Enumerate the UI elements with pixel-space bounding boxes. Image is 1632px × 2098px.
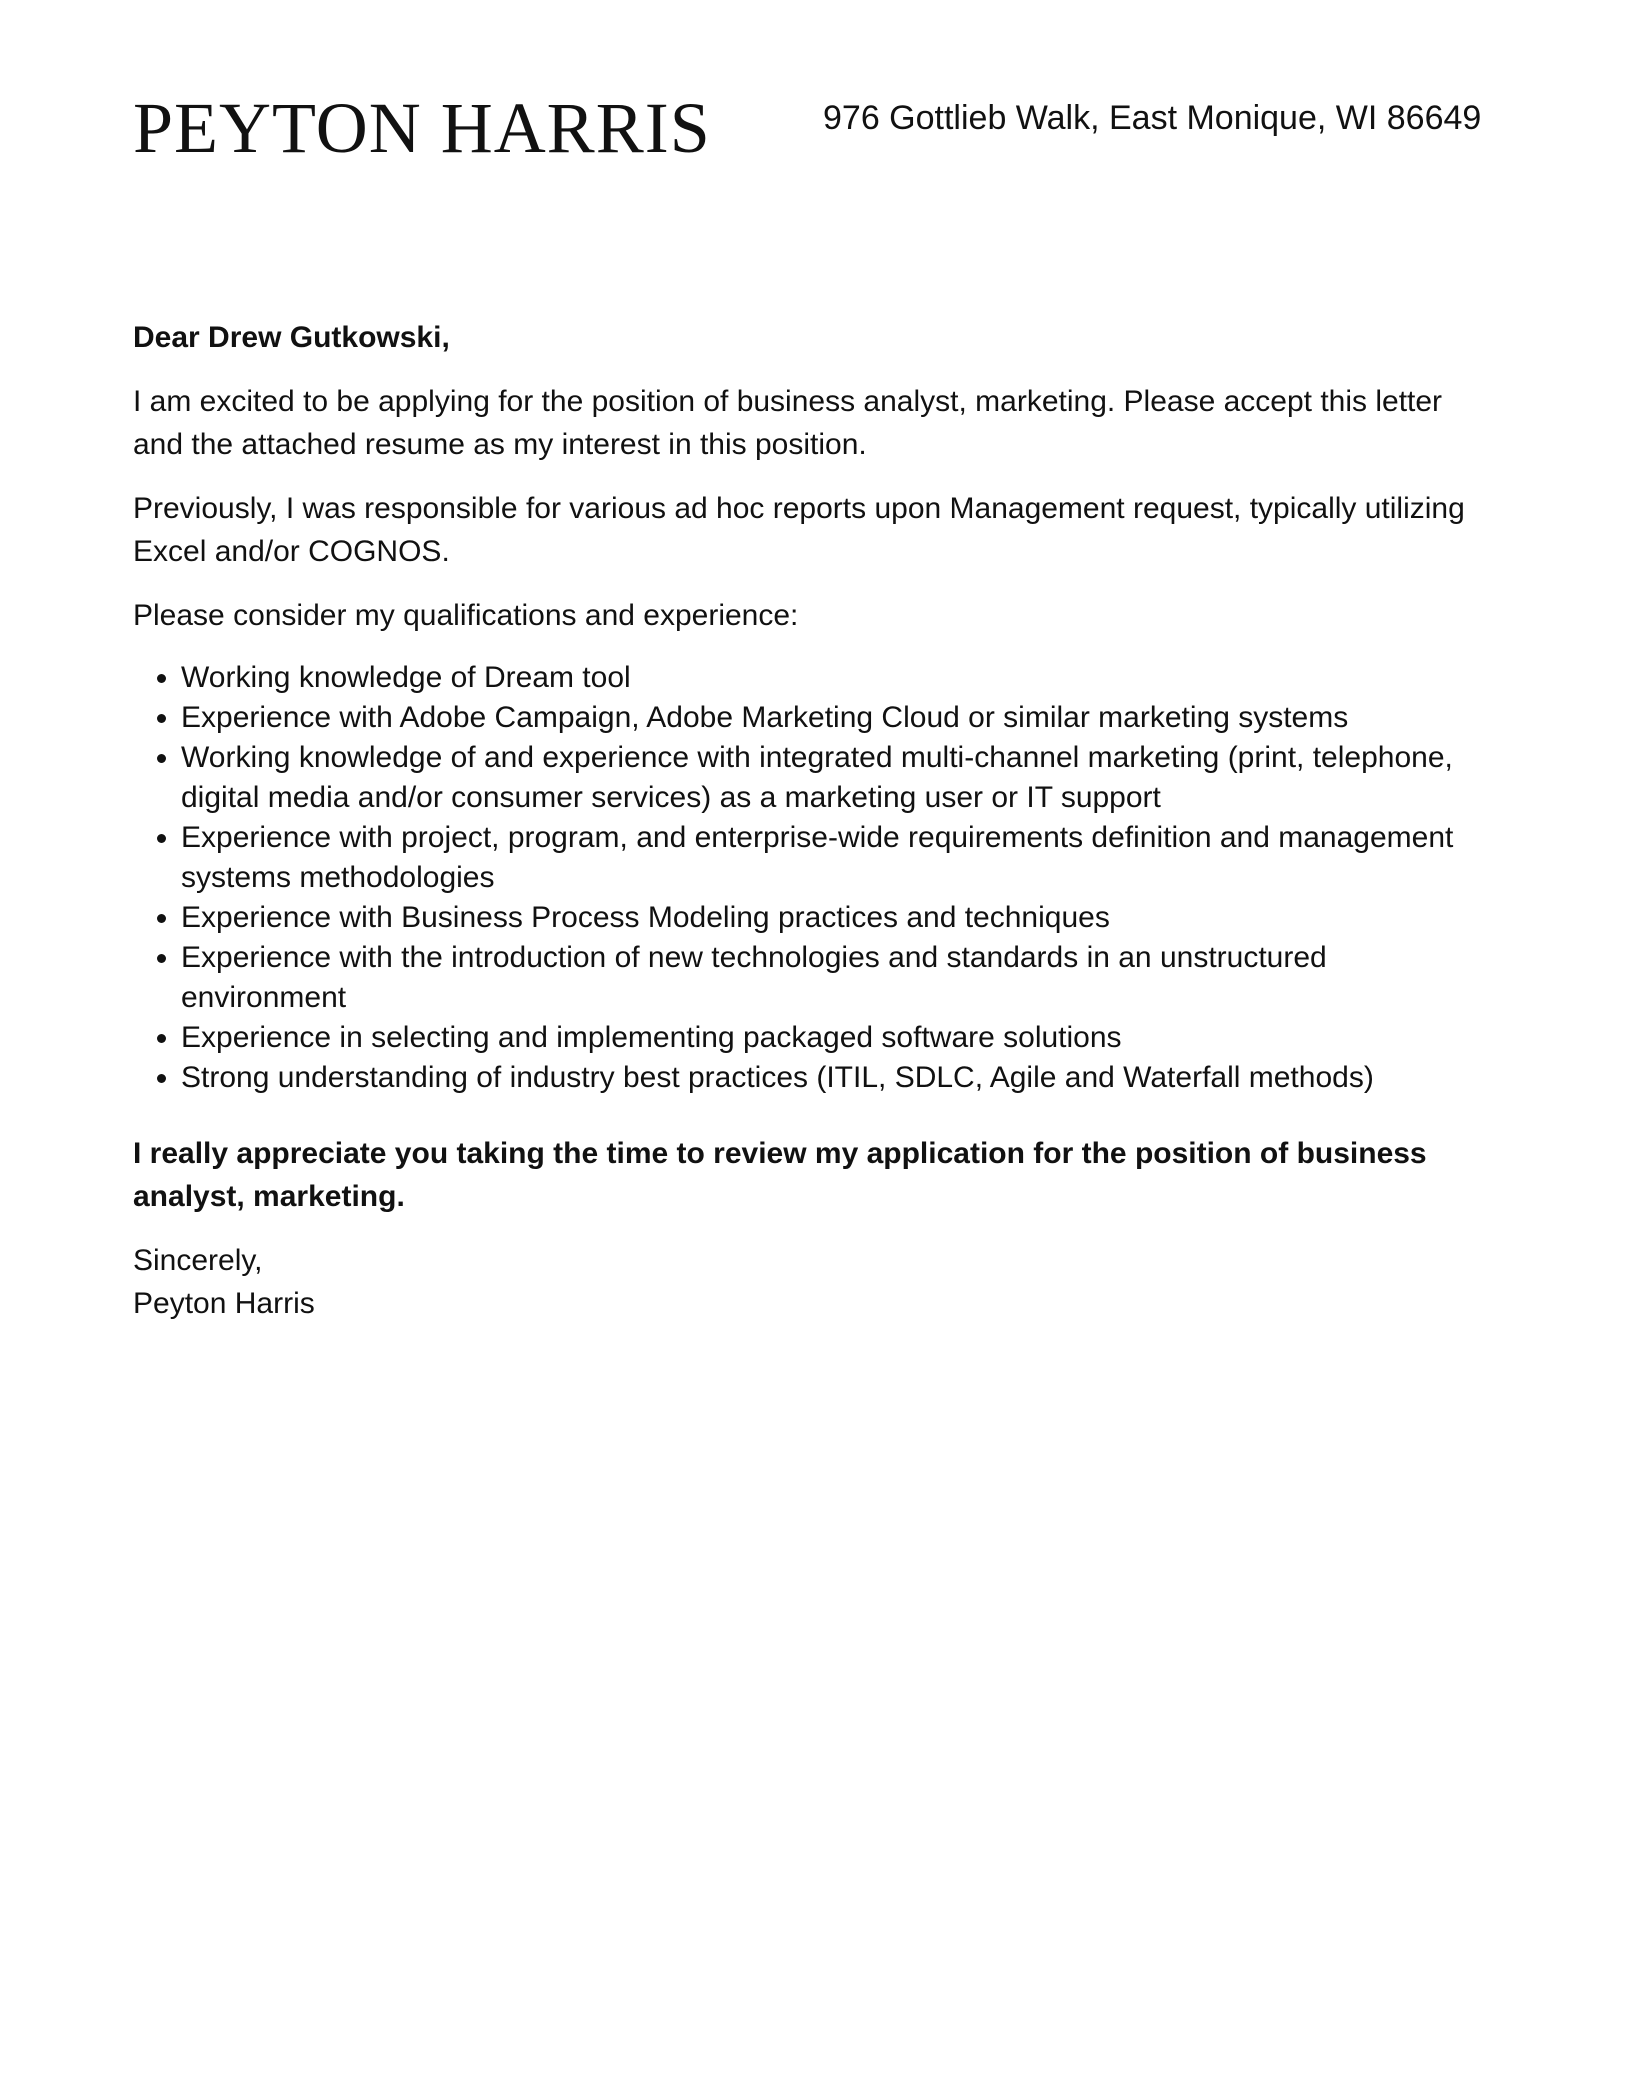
list-item: • Working knowledge of and experience with integrated multi-channel marketing (print, telephone, digital media and/or consumer services) as a marketing user or IT support [181,738,1473,818]
letter-body [133,316,1473,1325]
applicant-address: 976 Gottlieb Walk, East Monique, WI 86649 [823,99,1482,137]
letter-header [133,88,1482,168]
qualifications-list [133,658,1473,1098]
qualifications-intro: Please consider my qualifications and experience: [133,599,799,632]
salutation: Dear Drew Gutkowski, [133,321,450,354]
signature-name: Peyton Harris [133,1287,315,1320]
closing-paragraph: I really appreciate you taking the time to review my application for the position of business analyst, marketing. [133,1137,1427,1213]
intro-paragraph: I am excited to be applying for the position of business analyst, marketing. Please accept this letter and the attached resume as my interest in this position. [133,385,1443,461]
list-item: • Experience with Business Process Modeling practices and techniques [181,898,1473,938]
previous-experience-paragraph: Previously, I was responsible for various ad hoc reports upon Management request, typically utilizing Excel and/or COGNOS. [133,492,1465,568]
list-item: • Strong understanding of industry best practices (ITIL, SDLC, Agile and Waterfall methods) [181,1058,1473,1098]
list-item: • Experience with project, program, and enterprise-wide requirements definition and management systems methodologies [181,818,1473,898]
list-item: • Experience with the introduction of new technologies and standards in an unstructured environment [181,938,1473,1018]
signoff: Sincerely, [133,1244,263,1277]
applicant-name: PEYTON HARRIS [133,88,711,168]
list-item: • Experience with Adobe Campaign, Adobe Marketing Cloud or similar marketing systems [181,698,1473,738]
list-item: • Experience in selecting and implementing packaged software solutions [181,1018,1473,1058]
list-item: • Working knowledge of Dream tool [181,658,1473,698]
